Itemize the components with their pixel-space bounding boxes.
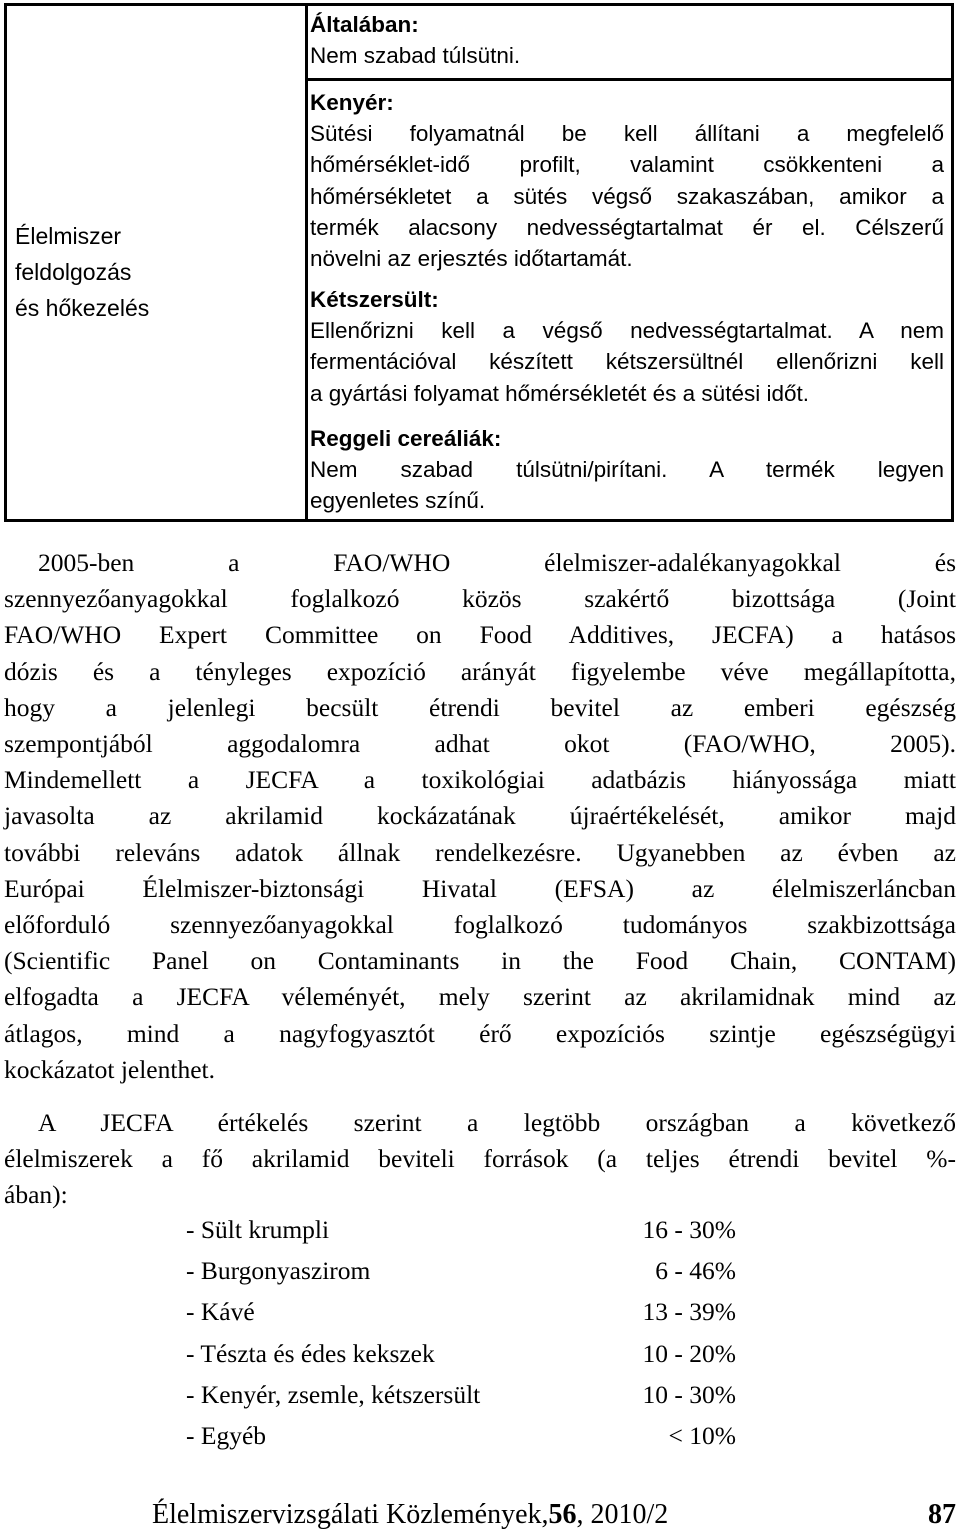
- section-line: növelni az erjesztés időtartamát.: [310, 246, 633, 272]
- section-line: Nem szabad túlsütni.: [310, 43, 521, 69]
- paragraph-line: FAO/WHO Expert Committee on Food Additives, JECFA) a hatásos: [4, 620, 956, 650]
- paragraph-line: hogy a jelenlegi becsült étrendi bevitel az emberi egészség: [4, 692, 956, 722]
- paragraph-line: szempontjából aggodalomra adhat okot (FAO/WHO, 2005).: [4, 729, 956, 759]
- list-item-label: - Burgonyaszirom: [186, 1256, 371, 1286]
- section-heading: Kétszersült:: [310, 287, 439, 312]
- list-item: [186, 1377, 746, 1418]
- paragraph-line: Európai Élelmiszer-biztonsági Hivatal (EFSA) az élelmiszerláncban: [4, 873, 956, 903]
- category-line: és hőkezelés: [15, 295, 150, 321]
- table-column-divider: [305, 6, 308, 519]
- page-number: 87: [928, 1499, 956, 1530]
- section-line: fermentációval készített kétszersültnél ellenőrizni kell: [310, 349, 944, 375]
- journal-volume: 56: [548, 1499, 577, 1530]
- paragraph-line: (Scientific Panel on Contaminants in the Food Chain, CONTAM): [4, 946, 956, 976]
- journal-name: Élelmiszervizsgálati Közlemények,: [152, 1499, 549, 1530]
- section-heading: Kenyér:: [310, 90, 394, 115]
- paragraph-line: dózis és a tényleges expozíció arányát figyelembe véve megállapította,: [4, 656, 956, 686]
- section-line: Ellenőrizni kell a végső nedvességtartalmat. A nem: [310, 318, 944, 344]
- category-line: Élelmiszer: [15, 223, 122, 249]
- category-line: feldolgozás: [15, 259, 132, 285]
- list-item-value: 10 - 20%: [642, 1338, 736, 1368]
- paragraph-line: szennyezőanyagokkal foglalkozó közös szakértő bizottsága (Joint: [4, 584, 956, 614]
- section-line: egyenletes színű.: [310, 488, 486, 514]
- journal-issue: , 2010/2: [576, 1499, 669, 1530]
- paragraph-line: élelmiszerek a fő akrilamid beviteli források (a teljes étrendi bevitel %-: [4, 1144, 956, 1174]
- list-item-value: 13 - 39%: [642, 1297, 736, 1327]
- table-section-bread: [310, 87, 944, 274]
- section-line: hőmérsékletet a sütés végső szakaszában, amikor a: [310, 183, 944, 209]
- list-item-label: - Sült krumpli: [186, 1215, 330, 1244]
- body-paragraph-2: [4, 1105, 956, 1214]
- paragraph-line: elfogadta a JECFA véleményét, mely szerint az akrilamidnak mind az: [4, 982, 956, 1012]
- list-item-label: - Kávé: [186, 1297, 255, 1327]
- list-item-value: 6 - 46%: [655, 1256, 736, 1286]
- list-item-value: 16 - 30%: [642, 1215, 736, 1244]
- section-line: hőmérséklet-idő profilt, valamint csökkenteni a: [310, 152, 944, 178]
- table-row-divider: [305, 78, 951, 81]
- list-item-label: - Tészta és édes kekszek: [186, 1338, 435, 1368]
- list-item: [186, 1253, 746, 1294]
- list-item-value: < 10%: [668, 1420, 736, 1450]
- body-paragraph-1: [4, 545, 956, 1088]
- list-item-value: 10 - 30%: [642, 1379, 736, 1409]
- section-heading: Általában:: [310, 12, 419, 37]
- section-heading: Reggeli cereáliák:: [310, 426, 502, 451]
- list-item-label: - Kenyér, zsemle, kétszersült: [186, 1379, 481, 1409]
- journal-citation: [152, 1497, 668, 1533]
- paragraph-line: további releváns adatok állnak rendelkezésre. Ugyanebben az évben az: [4, 837, 956, 867]
- list-item: [186, 1294, 746, 1335]
- table-section-cereals: [310, 423, 944, 517]
- section-line: Nem szabad túlsütni/pirítani. A termék legyen: [310, 457, 944, 483]
- paragraph-line: javasolta az akrilamid kockázatának újraértékelését, amikor majd: [4, 801, 956, 831]
- paragraph-line: átlagos, mind a nagyfogyasztót érő expozíciós szintje egészségügyi: [4, 1018, 956, 1048]
- acrylamide-sources-list: [186, 1212, 746, 1459]
- list-item-label: - Egyéb: [186, 1420, 267, 1450]
- paragraph-line: kockázatot jelenthet.: [4, 1054, 215, 1084]
- section-line: termék alacsony nedvességtartalmat ér el. Célszerű: [310, 214, 944, 240]
- list-item: [186, 1212, 746, 1253]
- section-line: a gyártási folyamat hőmérsékletét és a sütési időt.: [310, 380, 809, 406]
- list-item: [186, 1336, 746, 1377]
- table-section-rusk: [310, 284, 944, 409]
- table-section-general: [310, 9, 944, 71]
- section-line: Sütési folyamatnál be kell állítani a megfelelő: [310, 121, 944, 147]
- paragraph-line: A JECFA értékelés szerint a legtöbb országban a következő: [38, 1108, 956, 1137]
- paragraph-line: előforduló szennyezőanyagokkal foglalkozó tudományos szakbizottsága: [4, 910, 956, 940]
- table-category-cell: [15, 218, 295, 326]
- list-item: [186, 1418, 746, 1459]
- paragraph-line: 2005-ben a FAO/WHO élelmiszer-adalékanyagokkal és: [38, 548, 956, 577]
- paragraph-line: Mindemellett a JECFA a toxikológiai adatbázis hiányossága miatt: [4, 765, 956, 795]
- paragraph-line: ában):: [4, 1180, 68, 1210]
